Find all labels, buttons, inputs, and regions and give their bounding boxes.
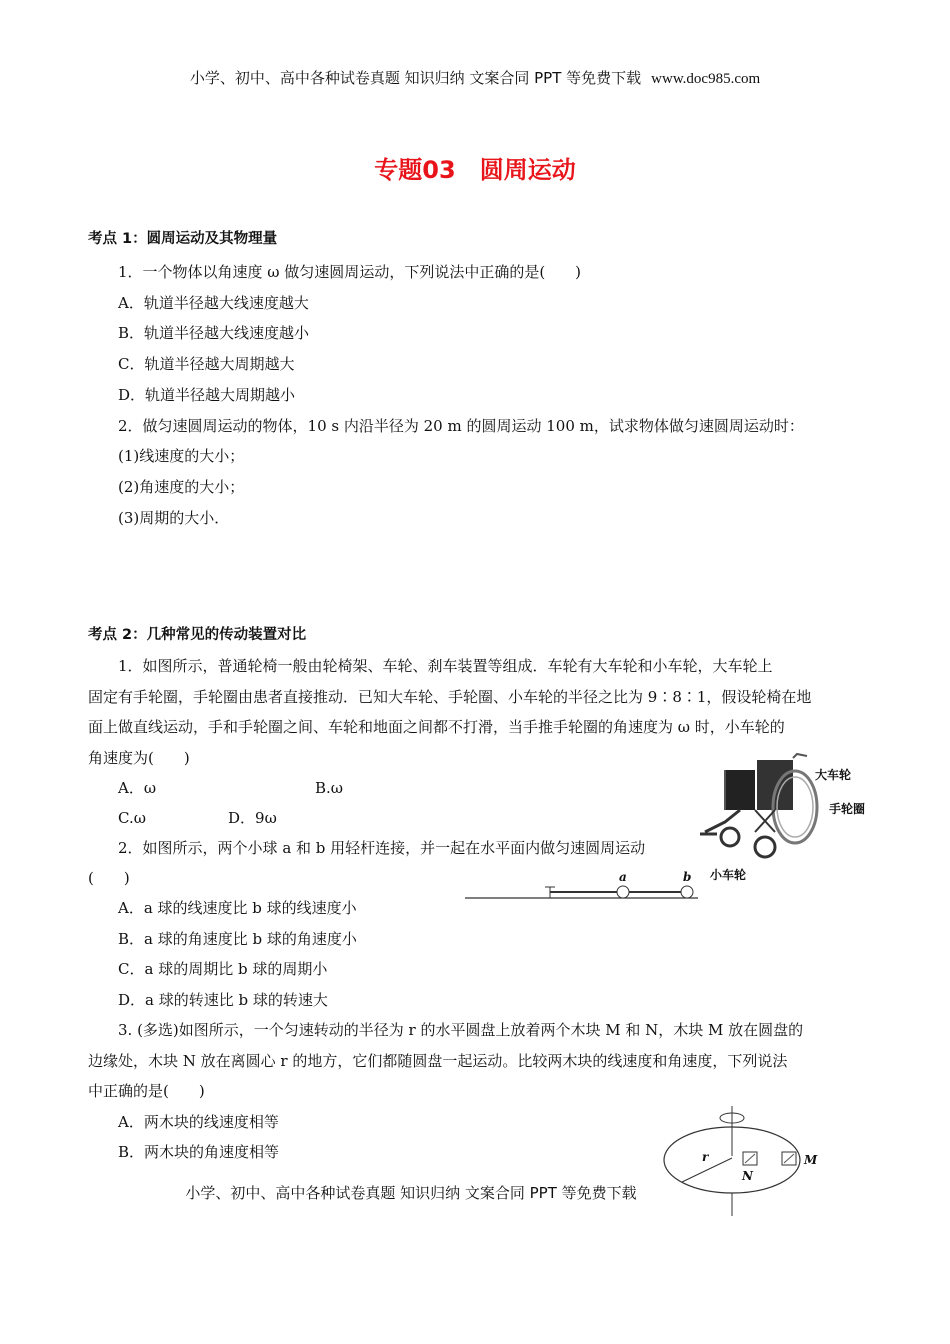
- wheelchair-image: [695, 752, 835, 867]
- label-b: b: [683, 870, 692, 884]
- label-r: r: [702, 1150, 709, 1164]
- answer-blank: ( ): [88, 869, 130, 887]
- option-d: D．9ω: [228, 809, 277, 827]
- option-a: A．ω: [118, 779, 157, 797]
- question-text: 2．做匀速圆周运动的物体，10 s 内沿半径为 20 m 的圆周运动 100 m，试求物体做匀速圆周运动时：: [118, 417, 804, 435]
- label-small-wheel: 小车轮: [710, 868, 747, 882]
- label-m: M: [804, 1153, 818, 1167]
- label-hand-rim: 手轮圈: [829, 802, 866, 816]
- sub-question: (2)角速度的大小；: [118, 478, 245, 496]
- sub-question: (1)线速度的大小；: [118, 447, 245, 465]
- rod-diagram: [465, 870, 705, 902]
- ball-b: [681, 886, 693, 898]
- question-text: 中正确的是( ): [88, 1082, 205, 1100]
- question-text: 边缘处，木块 N 放在离圆心 r 的地方，它们都随圆盘一起运动。比较两木块的线速度和角速度，下列说法: [88, 1052, 788, 1070]
- sub-question: (3)周期的大小．: [118, 509, 230, 527]
- option-d: D．轨道半径越大周期越小: [118, 386, 296, 404]
- option-a: A．a 球的线速度比 b 球的线速度小: [118, 899, 357, 917]
- option-b: B.ω: [315, 779, 344, 797]
- option-b: B．轨道半径越大线速度越小: [118, 324, 310, 342]
- question-text: 1．一个物体以角速度 ω 做匀速圆周运动，下列说法中正确的是( ): [118, 263, 582, 281]
- label-a: a: [619, 870, 627, 884]
- label-big-wheel: 大车轮: [815, 768, 852, 782]
- header-url[interactable]: www.doc985.com: [651, 71, 761, 87]
- option-c: C.ω: [118, 809, 146, 827]
- page-header: [0, 67, 950, 88]
- option-d: D．a 球的转速比 b 球的转速大: [118, 991, 328, 1009]
- option-a: A．轨道半径越大线速度越大: [118, 294, 309, 312]
- option-b: B．两木块的角速度相等: [118, 1143, 280, 1161]
- option-c: C．轨道半径越大周期越大: [118, 355, 295, 373]
- question-text: 1．如图所示，普通轮椅一般由轮椅架、车轮、刹车装置等组成．车轮有大车轮和小车轮，大车轮上: [118, 657, 773, 675]
- header-text: 小学、初中、高中各种试卷真题 知识归纳 文案合同 PPT 等免费下载: [189, 69, 642, 87]
- page-title: 专题03 圆周运动: [374, 156, 576, 184]
- question-text: 面上做直线运动，手和手轮圈之间、车轮和地面之间都不打滑，当手推手轮圈的角速度为 ω 时，小车轮的: [88, 718, 785, 736]
- section-heading-2: 考点 2：几种常见的传动装置对比: [88, 627, 307, 643]
- option-c: C．a 球的周期比 b 球的周期小: [118, 960, 328, 978]
- option-b: B．a 球的角速度比 b 球的角速度小: [118, 930, 357, 948]
- question-text: 固定有手轮圈，手轮圈由患者直接推动．已知大车轮、手轮圈、小车轮的半径之比为 9∶8∶1，假设轮椅在地: [88, 688, 812, 706]
- option-a: A．两木块的线速度相等: [118, 1113, 279, 1131]
- rod-figure: [465, 870, 705, 902]
- ball-a: [617, 886, 629, 898]
- label-n: N: [742, 1169, 753, 1183]
- wheelchair-figure: [695, 752, 875, 887]
- question-text: 角速度为( ): [88, 749, 190, 767]
- section-heading-1: 考点 1：圆周运动及其物理量: [88, 231, 278, 247]
- question-text: 2．如图所示，两个小球 a 和 b 用轻杆连接，并一起在水平面内做匀速圆周运动: [118, 839, 646, 857]
- question-text: 3. (多选)如图所示，一个匀速转动的半径为 r 的水平圆盘上放着两个木块 M 和 N，木块 M 放在圆盘的: [118, 1021, 804, 1039]
- page-footer: 小学、初中、高中各种试卷真题 知识归纳 文案合同 PPT 等免费下载: [185, 1184, 637, 1202]
